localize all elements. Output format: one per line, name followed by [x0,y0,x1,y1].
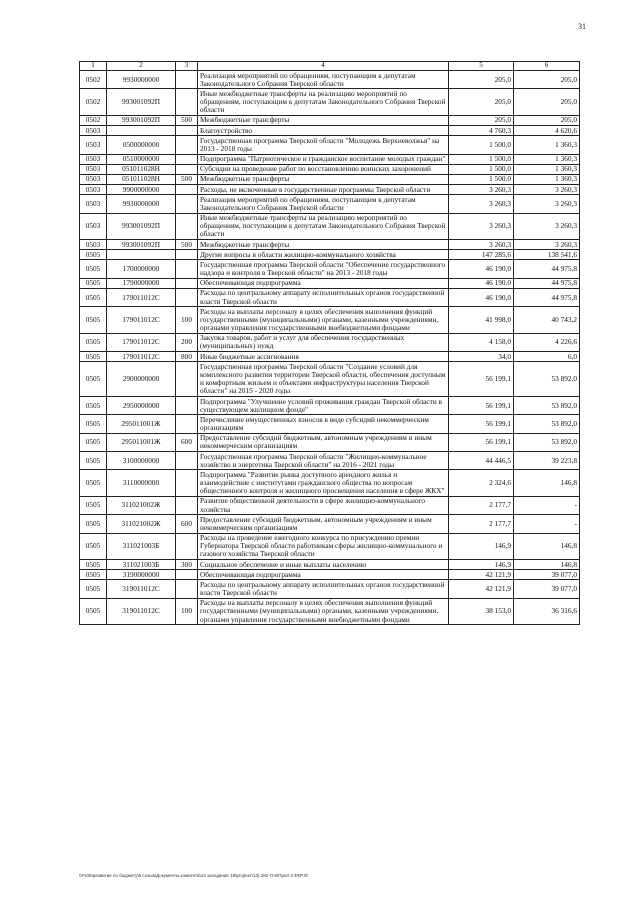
cell-target-article: 295011001Ж [107,415,176,433]
cell-target-article: 179011012С [107,333,176,351]
cell-amount-planned: 56 199,1 [449,433,514,451]
header-col-4: 4 [198,62,449,71]
table-row [80,164,580,174]
cell-amount-planned: 3 260,3 [449,195,514,213]
cell-amount-planned: 205,0 [449,115,514,125]
table-row [80,278,580,288]
cell-target-article: 051011028Н [107,174,176,184]
cell-description: Закупка товаров, работ и услуг для обеспечения государственных (муниципальных) нужд [198,333,449,351]
cell-expense-type [176,415,198,433]
cell-expense-type: 100 [176,598,198,625]
cell-expense-type [176,397,198,415]
cell-description: Предоставление субсидий бюджетным, автономным учреждениям и иным некоммерческим организациям [198,433,449,451]
cell-amount-executed: 205,0 [514,89,580,116]
cell-target-article: 179011012С [107,288,176,306]
header-col-3: 3 [176,62,198,71]
cell-amount-planned: 1 500,0 [449,136,514,154]
cell-section-code: 0505 [80,560,107,570]
cell-amount-executed: 44 975,8 [514,288,580,306]
cell-section-code: 0502 [80,89,107,116]
cell-expense-type [176,362,198,397]
cell-description: Подпрограмма "Патриотическое и гражданское воспитание молодых граждан" [198,154,449,164]
cell-target-article: 993001092П [107,115,176,125]
table-row [80,89,580,116]
cell-amount-executed: 39 223,8 [514,452,580,470]
cell-expense-type: 600 [176,433,198,451]
cell-expense-type [176,195,198,213]
cell-expense-type: 500 [176,115,198,125]
cell-amount-planned: 1 500,0 [449,174,514,184]
cell-amount-planned: 205,0 [449,71,514,89]
cell-amount-planned: 56 199,1 [449,415,514,433]
cell-target-article: 179011012С [107,307,176,334]
cell-amount-executed: 205,0 [514,115,580,125]
cell-target-article: 9900000000 [107,185,176,195]
cell-expense-type [176,89,198,116]
cell-expense-type [176,71,198,89]
cell-section-code: 0502 [80,71,107,89]
cell-amount-planned: 2 177,7 [449,515,514,533]
cell-amount-planned: 1 500,0 [449,154,514,164]
cell-amount-executed: 205,0 [514,71,580,89]
cell-expense-type: 600 [176,515,198,533]
cell-amount-executed: - [514,496,580,514]
cell-amount-executed: 3 260,3 [514,185,580,195]
cell-expense-type [176,570,198,580]
cell-description: Реализация мероприятий по обращениям, поступающим к депутатам Законодательного Собрания Тверской области [198,195,449,213]
cell-amount-planned: 56 199,1 [449,397,514,415]
cell-section-code: 0503 [80,164,107,174]
cell-amount-planned: 46 190,0 [449,278,514,288]
cell-section-code: 0505 [80,433,107,451]
cell-amount-executed: 146,8 [514,470,580,497]
cell-section-code: 0505 [80,260,107,278]
table-row [80,415,580,433]
cell-description: Расходы по центральному аппарату исполнительных органов государственной власти Тверской области [198,580,449,598]
cell-amount-planned: 147 285,6 [449,250,514,260]
cell-amount-executed: 1 360,3 [514,174,580,184]
cell-expense-type: 100 [176,307,198,334]
cell-section-code: 0505 [80,307,107,334]
budget-table [79,61,580,625]
cell-description: Другие вопросы в области жилищно-коммунального хозяйства [198,250,449,260]
table-row [80,307,580,334]
table-row [80,515,580,533]
cell-amount-executed: 44 975,8 [514,260,580,278]
cell-expense-type: 800 [176,352,198,362]
cell-description: Государственная программа Тверской области "Обеспечение государственного надзора и контроля в Тверской области" на 2013 - 2018 годы [198,260,449,278]
cell-description: Государственная программа Тверской области "Создание условий для комплексного развития территории Тверской области, обеспечения доступным и комфортным жильем и объектами инфраструктуры населения Тверской области" на 2015 - 2020 годы [198,362,449,397]
header-col-2: 2 [107,62,176,71]
table-row [80,362,580,397]
cell-description: Субсидии на проведение работ по восстановлению воинских захоронений [198,164,449,174]
table-body [80,71,580,625]
cell-target-article: 311021003Б [107,533,176,560]
cell-expense-type [176,470,198,497]
cell-amount-planned: 2 177,7 [449,496,514,514]
cell-amount-planned: 38 153,0 [449,598,514,625]
table-row [80,598,580,625]
cell-target-article: 311021002Ж [107,515,176,533]
page-number: 31 [578,22,586,31]
cell-amount-executed: 39 077,0 [514,570,580,580]
cell-target-article: 993001092П [107,89,176,116]
cell-amount-executed: 138 541,6 [514,250,580,260]
cell-amount-executed: 1 360,3 [514,136,580,154]
cell-target-article: 051011028Н [107,164,176,174]
cell-amount-executed: 53 892,0 [514,433,580,451]
cell-section-code: 0505 [80,580,107,598]
cell-amount-executed: 1 360,3 [514,164,580,174]
cell-expense-type: 300 [176,560,198,570]
cell-amount-executed: 40 743,2 [514,307,580,334]
cell-section-code: 0505 [80,288,107,306]
cell-section-code: 0503 [80,136,107,154]
cell-section-code: 0502 [80,115,107,125]
cell-amount-planned: 41 998,0 [449,307,514,334]
cell-amount-planned: 3 260,3 [449,213,514,240]
cell-description: Расходы на проведение ежегодного конкурса по присуждению премии Губернатора Тверской области работникам сферы жилищно-коммунального и газового хозяйства Тверской области [198,533,449,560]
header-col-1: 1 [80,62,107,71]
cell-target-article: 1790000000 [107,278,176,288]
cell-amount-executed: 3 260,3 [514,240,580,250]
cell-section-code: 0503 [80,213,107,240]
cell-description: Подпрограмма "Улучшение условий проживания граждан Тверской области в существующем жилищном фонде" [198,397,449,415]
cell-description: Перечисление имущественных взносов в виде субсидий некоммерческим организациям [198,415,449,433]
table-row [80,71,580,89]
cell-section-code: 0503 [80,174,107,184]
cell-target-article: 311021002Ж [107,496,176,514]
cell-amount-executed: 53 892,0 [514,415,580,433]
cell-expense-type [176,154,198,164]
cell-amount-planned: 3 260,3 [449,185,514,195]
cell-expense-type [176,452,198,470]
cell-section-code: 0505 [80,333,107,351]
cell-expense-type [176,185,198,195]
cell-section-code: 0505 [80,362,107,397]
cell-description: Обеспечивающая подпрограмма [198,570,449,580]
cell-section-code: 0505 [80,533,107,560]
cell-expense-type [176,580,198,598]
cell-target-article: 3190000000 [107,570,176,580]
table-row [80,352,580,362]
cell-expense-type: 500 [176,174,198,184]
cell-target-article: 993001092П [107,213,176,240]
cell-section-code: 0505 [80,470,107,497]
cell-target-article: 9930000000 [107,195,176,213]
cell-amount-planned: 56 199,1 [449,362,514,397]
cell-amount-planned: 42 121,9 [449,580,514,598]
cell-expense-type [176,213,198,240]
cell-section-code: 0505 [80,452,107,470]
cell-expense-type [176,126,198,136]
cell-section-code: 0505 [80,250,107,260]
cell-description: Иные межбюджетные трансферты на реализацию мероприятий по обращениям, поступающим к депутатам Законодательного Собрания Тверской области [198,89,449,116]
cell-amount-planned: 34,0 [449,352,514,362]
cell-amount-executed: 1 360,3 [514,154,580,164]
cell-description: Развитие общественной деятельности в сфере жилищно-коммунального хозяйства [198,496,449,514]
table-row [80,333,580,351]
cell-description: Расходы на выплаты персоналу в целях обеспечения выполнения функций государственными (муниципальными) органами, казенными учреждениями, органами управления государственными внебюджетными фондами [198,307,449,334]
cell-amount-executed: 3 260,3 [514,213,580,240]
cell-description: Благоустройство [198,126,449,136]
table-header-row [80,62,580,71]
cell-description: Расходы по центральному аппарату исполнительных органов государственной власти Тверской области [198,288,449,306]
cell-target-article: 993001092П [107,240,176,250]
cell-amount-executed: 3 260,3 [514,195,580,213]
table-row [80,496,580,514]
cell-description: Расходы, не включенные в государственные программы Тверской области [198,185,449,195]
cell-target-article [107,250,176,260]
cell-amount-planned: 46 190,0 [449,260,514,278]
table-row [80,240,580,250]
cell-target-article: 2900000000 [107,362,176,397]
header-col-5: 5 [449,62,514,71]
cell-amount-planned: 2 324,6 [449,470,514,497]
cell-section-code: 0505 [80,570,107,580]
cell-amount-planned: 4 158,0 [449,333,514,351]
cell-target-article: 2950000000 [107,397,176,415]
cell-description: Государственная программа Тверской области "Жилищно-коммунальное хозяйство и энергетика Тверской области" на 2016 - 2021 годы [198,452,449,470]
cell-target-article: 3110000000 [107,470,176,497]
cell-section-code: 0503 [80,240,107,250]
cell-amount-planned: 205,0 [449,89,514,116]
table-row [80,126,580,136]
cell-amount-executed: - [514,515,580,533]
table-row [80,570,580,580]
table-row [80,452,580,470]
cell-section-code: 0505 [80,415,107,433]
cell-description: Социальное обеспечение и иные выплаты населению [198,560,449,570]
cell-amount-executed: 4 226,6 [514,333,580,351]
cell-amount-planned: 3 260,3 [449,240,514,250]
cell-section-code: 0505 [80,278,107,288]
table-row [80,470,580,497]
cell-description: Обеспечивающая подпрограмма [198,278,449,288]
cell-expense-type [176,260,198,278]
table-row [80,533,580,560]
cell-section-code: 0503 [80,154,107,164]
cell-section-code: 0505 [80,515,107,533]
cell-target-article: 179011012С [107,352,176,362]
cell-amount-executed: 53 892,0 [514,362,580,397]
cell-section-code: 0505 [80,352,107,362]
cell-section-code: 0505 [80,496,107,514]
cell-amount-planned: 4 760,3 [449,126,514,136]
cell-amount-executed: 6,0 [514,352,580,362]
cell-expense-type [176,278,198,288]
cell-target-article [107,126,176,136]
cell-amount-executed: 146,8 [514,533,580,560]
cell-description: Реализация мероприятий по обращениям, поступающим к депутатам Законодательного Собрания Тверской области [198,71,449,89]
cell-expense-type [176,250,198,260]
cell-description: Межбюджетные трансферты [198,240,449,250]
cell-amount-planned: 1 500,0 [449,164,514,174]
cell-amount-planned: 146,9 [449,533,514,560]
table-row [80,213,580,240]
cell-description: Государственная программа Тверской области "Молодежь Верхневолжья" на 2013 - 2018 годы [198,136,449,154]
cell-target-article: 295011001Ж [107,433,176,451]
cell-amount-executed: 39 077,0 [514,580,580,598]
cell-description: Межбюджетные трансферты [198,174,449,184]
cell-section-code: 0505 [80,397,107,415]
cell-section-code: 0503 [80,195,107,213]
cell-description: Расходы на выплаты персоналу в целях обеспечения выполнения функций государственными (муниципальными) органами, казенными учреждениями, органами управления государственными внебюджетными фондами [198,598,449,625]
table-row [80,174,580,184]
table-row [80,260,580,278]
cell-expense-type: 200 [176,333,198,351]
cell-expense-type [176,136,198,154]
cell-expense-type [176,288,198,306]
cell-description: Подпрограмма "Развитие рынка доступного арендного жилья и взаимодействие с институтами гражданского общества по вопросам общественного контроля и жилищного просвещения населения в сфере ЖКХ" [198,470,449,497]
cell-amount-executed: 44 975,8 [514,278,580,288]
table-row [80,195,580,213]
cell-description: Иные бюджетные ассигнования [198,352,449,362]
table-row [80,288,580,306]
cell-description: Предоставление субсидий бюджетным, автономным учреждениям и иным некоммерческим организациям [198,515,449,533]
table-row [80,580,580,598]
table-row [80,185,580,195]
cell-amount-executed: 146,8 [514,560,580,570]
cell-expense-type [176,533,198,560]
cell-target-article: 319011012С [107,598,176,625]
cell-target-article: 9930000000 [107,71,176,89]
cell-amount-executed: 53 892,0 [514,397,580,415]
cell-target-article: 319011012С [107,580,176,598]
cell-section-code: 0503 [80,126,107,136]
cell-target-article: 0500000000 [107,136,176,154]
table-row [80,154,580,164]
cell-target-article: 3100000000 [107,452,176,470]
header-col-6: 6 [514,62,580,71]
cell-expense-type [176,496,198,514]
cell-description: Иные межбюджетные трансферты на реализацию мероприятий по обращениям, поступающим к депутатам Законодательного Собрания Тверской области [198,213,449,240]
cell-section-code: 0503 [80,185,107,195]
cell-amount-executed: 4 620,6 [514,126,580,136]
cell-section-code: 0505 [80,598,107,625]
cell-amount-planned: 146,9 [449,560,514,570]
table-row [80,560,580,570]
table-row [80,433,580,451]
cell-expense-type [176,164,198,174]
cell-amount-executed: 36 316,6 [514,598,580,625]
cell-expense-type: 500 [176,240,198,250]
cell-description: Межбюджетные трансферты [198,115,449,125]
cell-amount-planned: 46 190,0 [449,288,514,306]
table-row [80,397,580,415]
table-row [80,115,580,125]
cell-target-article: 0510000000 [107,154,176,164]
cell-target-article: 1700000000 [107,260,176,278]
table-row [80,250,580,260]
table-row [80,136,580,154]
cell-target-article: 311021003Б [107,560,176,570]
footer-file-path: \\Fs05\развитие по бюджету\6 созыв\Документы комитета\13 заседание 18\proj\ект\13) 282-П-6\Прил 3 ФКР.rtf [79,873,308,878]
cell-amount-planned: 44 446,5 [449,452,514,470]
cell-amount-planned: 42 121,9 [449,570,514,580]
